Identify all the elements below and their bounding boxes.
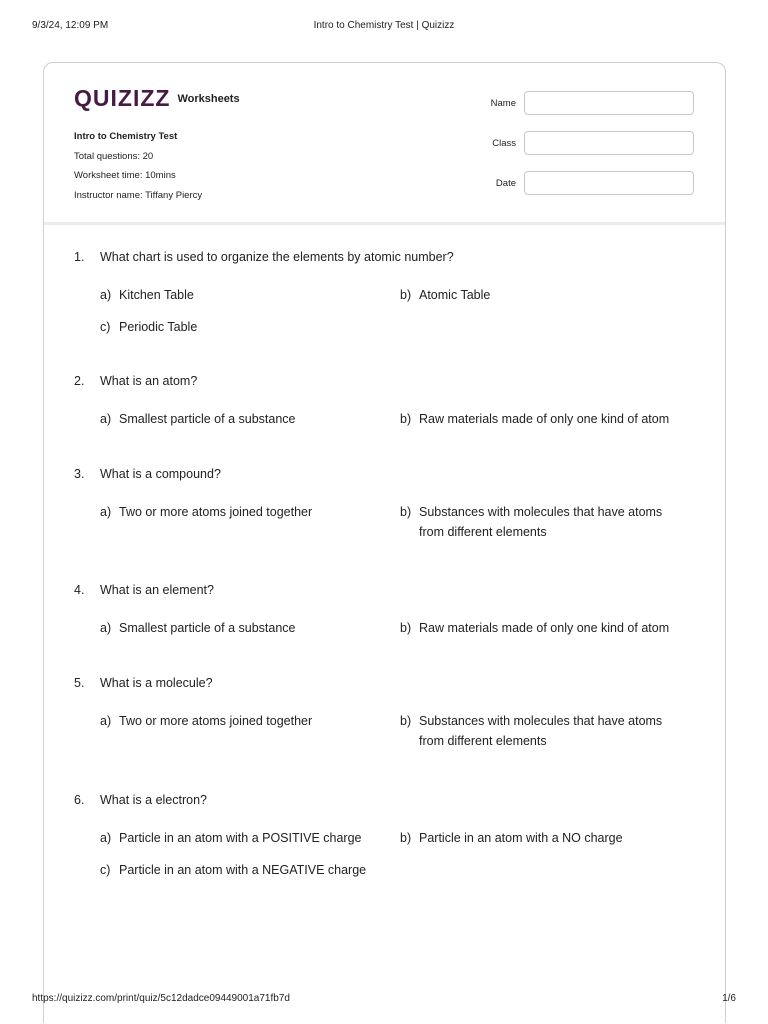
class-label: Class [492, 137, 516, 149]
option-a: a) Two or more atoms joined together [100, 505, 313, 519]
question-number: 5. [74, 676, 85, 690]
total-questions: Total questions: 20 [74, 150, 154, 162]
option-b: b) Atomic Table [400, 288, 491, 302]
question-3 [74, 465, 705, 542]
print-datetime: 9/3/24, 12:09 PM [32, 20, 109, 31]
worksheet-time: Worksheet time: 10mins [74, 170, 176, 181]
question-text: What is a electron? [100, 793, 207, 807]
date-field [476, 171, 694, 195]
question-5 [74, 674, 705, 751]
option-a: a) Smallest particle of a substance [100, 621, 296, 635]
option-c: c) Particle in an atom with a NEGATIVE charge [100, 862, 367, 877]
date-input[interactable] [524, 171, 694, 195]
question-number: 4. [74, 583, 85, 597]
date-label: Date [495, 177, 516, 189]
option-b: b) Raw materials made of only one kind of atom [400, 621, 670, 635]
name-field [476, 91, 694, 115]
question-2 [74, 372, 705, 430]
question-4 [74, 581, 705, 639]
question-number: 3. [74, 467, 85, 481]
worksheet-header [44, 63, 725, 225]
question-text: What is an element? [100, 583, 214, 597]
question-number: 1. [74, 250, 85, 264]
option-b: b) Particle in an atom with a NO charge [400, 831, 623, 845]
option-a: a) Smallest particle of a substance [100, 412, 296, 426]
page-number: 1/6 [722, 993, 736, 1004]
option-b: b) Substances with molecules that have atoms from different elements [400, 714, 663, 748]
print-footer [32, 993, 736, 1007]
question-6 [74, 791, 705, 880]
question-text: What is a compound? [100, 467, 221, 481]
quizizz-logo: QUIZIZZ [74, 85, 171, 111]
brand [74, 85, 240, 111]
name-label: Name [490, 97, 516, 109]
class-field [476, 131, 694, 155]
worksheet-sheet [43, 62, 726, 1023]
option-a: a) Kitchen Table [100, 288, 194, 302]
print-url: https://quizizz.com/print/quiz/5c12dadce09449001a71fb7d [32, 993, 290, 1004]
question-1 [74, 248, 705, 337]
instructor-name: Instructor name: Tiffany Piercy [74, 189, 203, 201]
question-number: 2. [74, 374, 85, 388]
worksheet-title: Intro to Chemistry Test [74, 131, 178, 142]
option-b: b) Substances with molecules that have atoms from different elements [400, 505, 663, 539]
print-page-title: Intro to Chemistry Test | Quizizz [313, 20, 455, 31]
question-text: What is an atom? [100, 374, 198, 388]
option-c: c) Periodic Table [100, 319, 198, 334]
class-input[interactable] [524, 131, 694, 155]
question-number: 6. [74, 793, 85, 807]
question-text: What is a molecule? [100, 676, 213, 690]
option-b: b) Raw materials made of only one kind of atom [400, 412, 670, 426]
question-text: What chart is used to organize the elements by atomic number? [100, 250, 454, 264]
option-a: a) Particle in an atom with a POSITIVE charge [100, 831, 362, 845]
worksheet-meta [74, 127, 202, 205]
option-a: a) Two or more atoms joined together [100, 714, 313, 728]
name-input[interactable] [524, 91, 694, 115]
worksheets-label: Worksheets [177, 93, 240, 105]
print-header [32, 20, 736, 34]
